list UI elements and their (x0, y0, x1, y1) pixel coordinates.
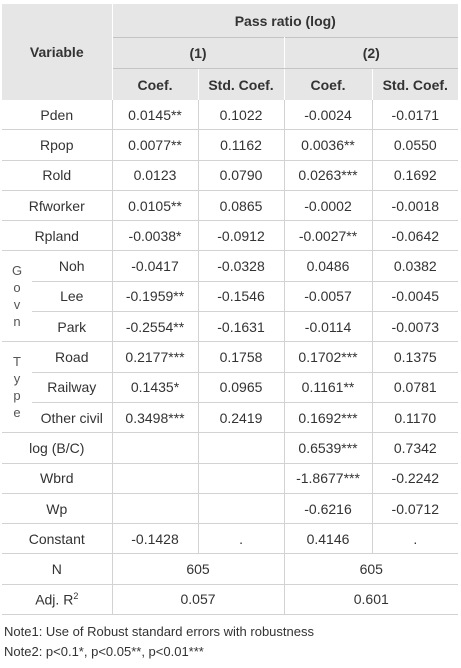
model2-coef-header: Coef. (284, 69, 372, 101)
cell-std1: 0.0865 (198, 190, 284, 220)
cell-std2: -0.2242 (372, 463, 458, 493)
group-title: Pass ratio (log) (112, 4, 458, 38)
note-2: Note2: p<0.1*, p<0.05**, p<0.01*** (4, 644, 204, 659)
cell-coef2: 0.4146 (284, 524, 372, 554)
cell-coef2: 0.1692*** (284, 402, 372, 432)
cell-std2: -0.0018 (372, 190, 458, 220)
model1-std-header: Std. Coef. (198, 69, 284, 101)
govn-group-label (2, 251, 32, 342)
cell-coef1 (112, 493, 198, 523)
model2-std-header: Std. Coef. (372, 69, 458, 101)
cell-std2: 0.0550 (372, 130, 458, 160)
row-label: Wbrd (2, 463, 112, 493)
table-row (2, 160, 458, 190)
type-letter: T (13, 354, 21, 370)
cell-coef1: 0.0145** (112, 100, 198, 130)
cell-std1: 0.0965 (198, 372, 284, 402)
cell-coef2: -1.8677*** (284, 463, 372, 493)
n-value-model1: 605 (112, 554, 284, 584)
variable-header: Variable (2, 4, 112, 100)
cell-coef1 (112, 463, 198, 493)
cell-std1: 0.2419 (198, 402, 284, 432)
table-row (2, 524, 458, 554)
cell-std1 (198, 463, 284, 493)
govn-letter: G (11, 263, 23, 279)
cell-coef2: -0.0027** (284, 221, 372, 251)
adj-r2-value-model1: 0.057 (112, 584, 284, 614)
cell-coef1: 0.2177*** (112, 342, 198, 372)
govn-letter: n (13, 314, 21, 330)
n-label: N (2, 554, 112, 584)
cell-coef1: 0.0077** (112, 130, 198, 160)
cell-std2: -0.0171 (372, 100, 458, 130)
cell-coef1: -0.0417 (112, 251, 198, 281)
adj-r2-text: Adj. R (35, 591, 74, 608)
row-label: Rfworker (2, 190, 112, 220)
cell-coef2: -0.0114 (284, 312, 372, 342)
cell-coef2: 0.1702*** (284, 342, 372, 372)
row-label: Pden (2, 100, 112, 130)
cell-std2: -0.0642 (372, 221, 458, 251)
cell-coef2: 0.0036** (284, 130, 372, 160)
row-label: Noh (32, 251, 112, 281)
table-row (2, 251, 458, 281)
table-row (2, 221, 458, 251)
cell-coef2: -0.0057 (284, 281, 372, 311)
table-row (2, 190, 458, 220)
cell-std1: -0.0328 (198, 251, 284, 281)
row-label: Other civil (32, 402, 112, 432)
table-row (2, 100, 458, 130)
cell-std2: . (372, 524, 458, 554)
cell-std1: -0.0912 (198, 221, 284, 251)
cell-coef2: -0.0024 (284, 100, 372, 130)
model1-header: (1) (112, 38, 284, 69)
cell-std2: 0.0781 (372, 372, 458, 402)
row-label: Rold (2, 160, 112, 190)
govn-letter: o (13, 280, 21, 296)
row-label: Road (32, 342, 112, 372)
cell-coef1: -0.0038* (112, 221, 198, 251)
cell-std2: 0.1692 (372, 160, 458, 190)
type-letter: y (13, 371, 21, 387)
cell-coef2: -0.0002 (284, 190, 372, 220)
cell-coef2: -0.6216 (284, 493, 372, 523)
row-label: Railway (32, 372, 112, 402)
cell-std1: 0.0790 (198, 160, 284, 190)
cell-std2: -0.0712 (372, 493, 458, 523)
cell-coef1: -0.1959** (112, 281, 198, 311)
table-row (2, 433, 458, 463)
cell-std2: 0.7342 (372, 433, 458, 463)
table-row (2, 402, 458, 432)
cell-coef2: 0.0263*** (284, 160, 372, 190)
cell-coef2: 0.1161** (284, 372, 372, 402)
cell-coef2: 0.0486 (284, 251, 372, 281)
row-label: log (B/C) (2, 433, 112, 463)
cell-std2: -0.0073 (372, 312, 458, 342)
n-row (2, 554, 458, 584)
row-label: Rpop (2, 130, 112, 160)
row-label: Wp (2, 493, 112, 523)
note-1: Note1: Use of Robust standard errors with robustness (4, 624, 314, 639)
adj-r2-superscript: 2 (73, 591, 79, 602)
type-group-label (2, 342, 32, 433)
row-label: Rpland (2, 221, 112, 251)
cell-std2: 0.0382 (372, 251, 458, 281)
table-row (2, 130, 458, 160)
govn-letter: v (13, 297, 21, 313)
cell-std1: -0.1546 (198, 281, 284, 311)
cell-coef1: -0.1428 (112, 524, 198, 554)
cell-std1 (198, 433, 284, 463)
type-letter: p (13, 388, 21, 404)
cell-std2: 0.1170 (372, 402, 458, 432)
cell-coef1 (112, 433, 198, 463)
table-row (2, 312, 458, 342)
table-row (2, 342, 458, 372)
n-value-model2: 605 (284, 554, 458, 584)
cell-coef1: 0.0123 (112, 160, 198, 190)
table-row (2, 281, 458, 311)
cell-std1: 0.1758 (198, 342, 284, 372)
adj-r2-value-model2: 0.601 (284, 584, 458, 614)
cell-coef1: 0.0105** (112, 190, 198, 220)
adj-r2-row (2, 584, 458, 614)
regression-table (2, 4, 458, 615)
table-row (2, 493, 458, 523)
row-label: Park (32, 312, 112, 342)
cell-coef1: 0.1435* (112, 372, 198, 402)
row-label: Lee (32, 281, 112, 311)
cell-std1 (198, 493, 284, 523)
cell-std1: 0.1162 (198, 130, 284, 160)
cell-coef2: 0.6539*** (284, 433, 372, 463)
cell-std2: 0.1375 (372, 342, 458, 372)
model2-header: (2) (284, 38, 458, 69)
table-notes (4, 622, 314, 662)
type-letter: e (13, 405, 21, 421)
cell-std1: 0.1022 (198, 100, 284, 130)
model1-coef-header: Coef. (112, 69, 198, 101)
table-row (2, 372, 458, 402)
table-row (2, 463, 458, 493)
cell-coef1: -0.2554** (112, 312, 198, 342)
cell-std1: . (198, 524, 284, 554)
row-label: Constant (2, 524, 112, 554)
adj-r2-label (2, 584, 112, 614)
cell-std1: -0.1631 (198, 312, 284, 342)
cell-std2: -0.0045 (372, 281, 458, 311)
cell-coef1: 0.3498*** (112, 402, 198, 432)
